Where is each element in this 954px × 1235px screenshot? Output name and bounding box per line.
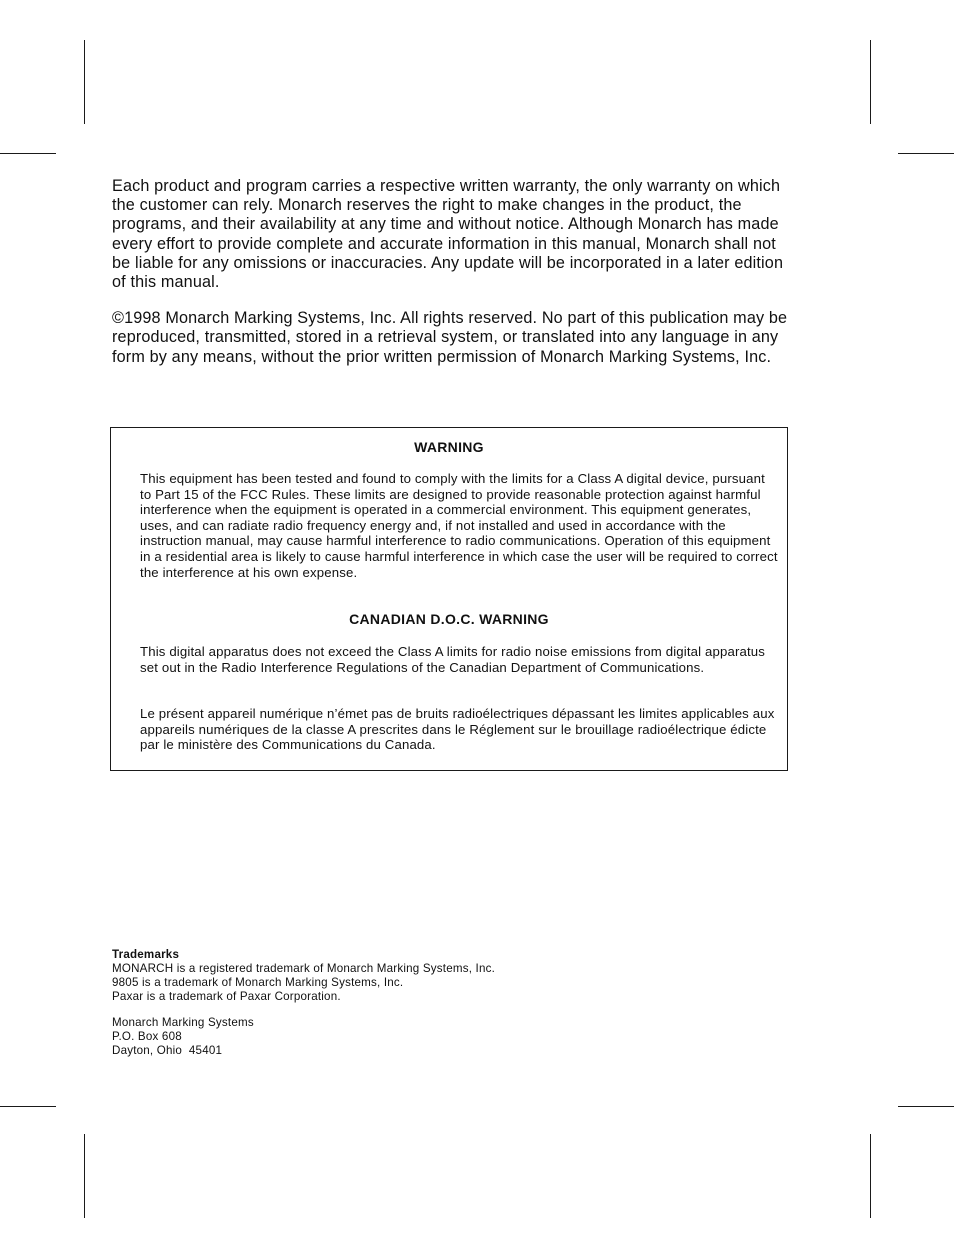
crop-mark-top-right-horizontal [898, 153, 954, 154]
fcc-warning-text: This equipment has been tested and found to comply with the limits for a Class A digital device, pursuant to Part 15 of the FCC Rules. These limits are designed to provide reasonable protection against harmful interference when the equipment is operated in a commercial environment. This equipment generates, uses, and can radiate radio frequency energy and, if not installed and used in accordance with the instruction manual, may cause harmful interference to radio communications. Operation of this equipment in a residential area is likely to cause harmful interference in which case the user will be required to correct the interference at his own expense. [140, 471, 778, 580]
trademark-line: 9805 is a trademark of Monarch Marking Systems, Inc. [112, 976, 404, 989]
warranty-paragraph: Each product and program carries a respective written warranty, the only warranty on which the customer can rely. Monarch reserves the right to make changes in the product, the programs, and their availability at any time and without notice. Although Monarch has made every effort to provide complete and accurate information in this manual, Monarch shall not be liable for any omissions or inaccuracies. Any update will be incorporated in a later edition of this manual. [112, 177, 784, 292]
crop-mark-bottom-left-vertical [84, 1134, 85, 1218]
warning-box [110, 427, 788, 771]
crop-mark-top-right-vertical [870, 40, 871, 124]
doc-warning-text-french: Le présent appareil numérique n’émet pas de bruits radioélectriques dépassant les limites applicables aux appareils numériques de la classe A prescrites dans le Réglement sur le brouillage radioélectrique édicte par le ministère des Communications du Canada. [140, 706, 775, 753]
doc-warning-text-english: This digital apparatus does not exceed the Class A limits for radio noise emissions from digital apparatus set out in the Radio Interference Regulations of the Canadian Department of Communications. [140, 644, 766, 675]
crop-mark-top-left-vertical [84, 40, 85, 124]
crop-mark-bottom-right-vertical [870, 1134, 871, 1218]
address-line-city: Dayton, Ohio 45401 [112, 1044, 223, 1057]
crop-mark-top-left-horizontal [0, 153, 56, 154]
trademark-line: MONARCH is a registered trademark of Monarch Marking Systems, Inc. [112, 962, 496, 975]
address-line-company: Monarch Marking Systems [112, 1016, 254, 1029]
intro-section [112, 177, 792, 367]
trademark-line: Paxar is a trademark of Paxar Corporation. [112, 990, 341, 1003]
copyright-paragraph: ©1998 Monarch Marking Systems, Inc. All rights reserved. No part of this publication may be reproduced, transmitted, stored in a retrieval system, or translated into any language in any form by any means, without the prior written permission of Monarch Marking Systems, Inc. [112, 309, 788, 366]
fcc-warning-title: WARNING [414, 439, 484, 455]
doc-warning-title: CANADIAN D.O.C. WARNING [349, 611, 549, 627]
address-line-pobox: P.O. Box 608 [112, 1030, 182, 1043]
trademarks-heading: Trademarks [112, 948, 180, 961]
crop-mark-bottom-left-horizontal [0, 1106, 56, 1107]
crop-mark-bottom-right-horizontal [898, 1106, 954, 1107]
trademarks-section [112, 948, 712, 1004]
address-block [112, 1016, 512, 1058]
